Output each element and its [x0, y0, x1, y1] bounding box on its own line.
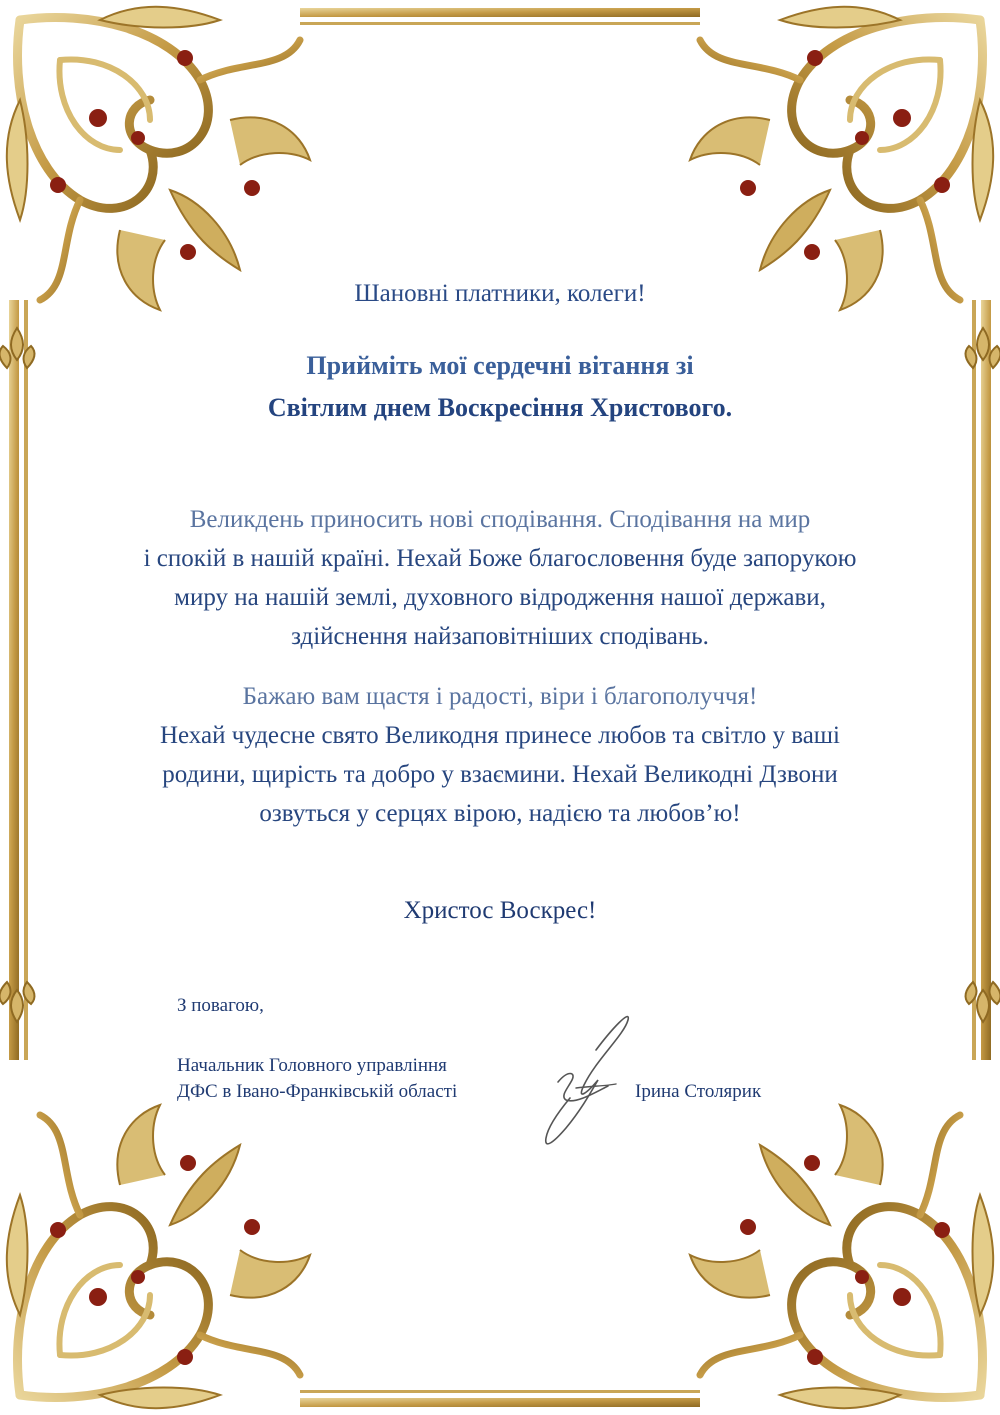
position-line-1: Начальник Головного управління — [177, 1055, 447, 1076]
frame-corner-top-right — [690, 7, 993, 310]
paragraph-1-line-4: здійснення найзаповітніших сподівань. — [291, 623, 709, 650]
frame-corner-top-left — [7, 7, 310, 310]
frame-top-bar — [300, 8, 700, 25]
salutation: Шановні платники, колеги! — [354, 280, 646, 307]
headline-line-2: Світлим днем Воскресіння Христового. — [267, 393, 733, 422]
paragraph-2-line-2: Нехай чудесне свято Великодня принесе любов та світло у ваші — [159, 722, 841, 749]
headline — [0, 345, 1000, 429]
paragraph-1-line-1: Великдень приносить нові сподівання. Сподівання на мир — [189, 506, 811, 533]
handwritten-signature — [536, 1000, 641, 1150]
closing-greeting: Христос Воскрес! — [403, 897, 597, 924]
signer-position — [177, 1053, 457, 1105]
paragraph-2-line-4: озвуться у серцях вірою, надією та любов’ю! — [259, 800, 741, 827]
position-line-2: ДФС в Івано-Франківській області — [177, 1081, 458, 1102]
paragraph-2-line-1: Бажаю вам щастя і радості, віри і благополуччя! — [242, 683, 758, 710]
paragraph-1-line-3: миру на нашій землі, духовного відродження нашої держави, — [174, 584, 826, 611]
frame-bottom-bar — [300, 1390, 700, 1407]
paragraph-1 — [0, 500, 1000, 656]
frame-corner-bottom-left — [7, 1105, 310, 1408]
signer-name: Ірина Столярик — [635, 1081, 762, 1102]
paragraph-2-line-3: родини, щирість та добро у взаємини. Нехай Великодні Дзвони — [162, 761, 838, 788]
paragraph-2 — [0, 677, 1000, 833]
frame-corner-bottom-right — [690, 1105, 993, 1408]
headline-line-1: Прийміть мої сердечні вітання зі — [306, 351, 694, 380]
regards-text: З повагою, — [177, 995, 264, 1016]
paragraph-1-line-2: і спокій в нашій країні. Нехай Боже благословення буде запорукою — [143, 545, 857, 572]
